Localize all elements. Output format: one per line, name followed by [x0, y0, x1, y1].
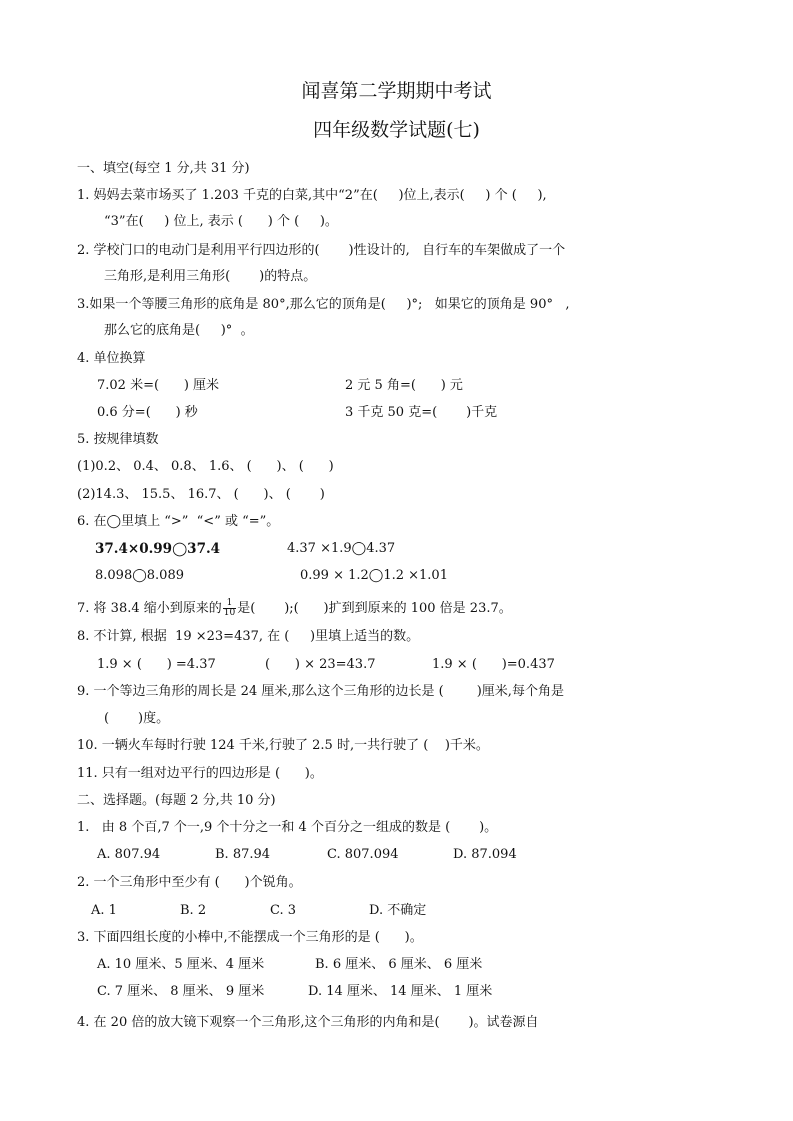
mc-q1-option-d: D. 87.094: [453, 847, 517, 862]
q4-title: 4. 单位换算: [77, 351, 146, 366]
mc-q3-option-b: B. 6 厘米、 6 厘米、 6 厘米: [315, 957, 483, 972]
q8-item-a: 1.9 × ( ) =4.37: [97, 657, 216, 672]
mc-q2: 2. 一个三角形中至少有 ( )个锐角。: [77, 875, 302, 890]
q9-line2: ( )度。: [104, 711, 170, 726]
q8-title: 8. 不计算, 根据 19 ×23=437, 在 ( )里填上适当的数。: [77, 629, 420, 644]
q7-line: [77, 599, 512, 618]
q7-fraction-denominator: 10: [223, 608, 236, 618]
q7-text-post: 是( );( )扩到到原来的 100 倍是 23.7。: [237, 601, 512, 616]
mc-q1-option-c: C. 807.094: [327, 847, 399, 862]
q10-line: 10. 一辆火车每时行驶 124 千米,行驶了 2.5 时,一共行驶了 ( )千米。: [77, 738, 489, 753]
q2-line1: 2. 学校门口的电动门是利用平行四边形的( )性设计的, 自行车的车架做成了一个: [77, 243, 566, 258]
mc-q4: 4. 在 20 倍的放大镜下观察一个三角形,这个三角形的内角和是( )。试卷源自: [77, 1015, 539, 1030]
mc-q3-option-a: A. 10 厘米、5 厘米、4 厘米: [97, 957, 265, 972]
q1-line2: “3”在( ) 位上, 表示 ( ) 个 ( )。: [104, 214, 338, 229]
exam-subtitle: 四年级数学试题(七): [313, 119, 480, 141]
section1-heading: 一、填空(每空 1 分,共 31 分): [77, 161, 250, 176]
q4-item-d: 3 千克 50 克=( )千克: [345, 405, 498, 420]
q4-item-b: 2 元 5 角=( ) 元: [345, 378, 463, 393]
q5-title: 5. 按规律填数: [77, 432, 159, 447]
q8-item-b: ( ) × 23=43.7: [265, 657, 376, 672]
q2-line2: 三角形,是利用三角形( )的特点。: [104, 269, 317, 284]
q6-item-b: 4.37 ×1.9◯4.37: [287, 541, 396, 556]
mc-q2-option-a: A. 1: [91, 903, 117, 918]
q6-item-c: 8.098◯8.089: [95, 568, 184, 583]
q4-item-c: 0.6 分=( ) 秒: [97, 405, 198, 420]
q9-line1: 9. 一个等边三角形的周长是 24 厘米,那么这个三角形的边长是 ( )厘米,每个角是: [77, 684, 564, 699]
q6-item-d: 0.99 × 1.2◯1.2 ×1.01: [300, 568, 448, 583]
q1-line1: 1. 妈妈去菜市场买了 1.203 千克的白菜,其中“2”在( )位上,表示( ) 个 ( ),: [77, 188, 547, 203]
q11-line: 11. 只有一组对边平行的四边形是 ( )。: [77, 766, 323, 781]
q5-item-1: (1)0.2、 0.4、 0.8、 1.6、 ( )、 ( ): [77, 459, 334, 474]
mc-q3-option-d: D. 14 厘米、 14 厘米、 1 厘米: [308, 984, 493, 999]
mc-q1-option-a: A. 807.94: [97, 847, 161, 862]
mc-q2-option-c: C. 3: [270, 903, 297, 918]
mc-q3-option-c: C. 7 厘米、 8 厘米、 9 厘米: [97, 984, 265, 999]
q7-fraction-numerator: 1: [223, 599, 236, 609]
q3-line1: 3.如果一个等腰三角形的底角是 80°,那么它的顶角是( )°; 如果它的顶角是 90° ,: [77, 297, 570, 312]
q5-item-2: (2)14.3、 15.5、 16.7、 ( )、 ( ): [77, 487, 325, 502]
mc-q1-option-b: B. 87.94: [215, 847, 271, 862]
q6-title: 6. 在◯里填上 “>” “<” 或 “=”。: [77, 514, 280, 529]
mc-q3: 3. 下面四组长度的小棒中,不能摆成一个三角形的是 ( )。: [77, 930, 423, 945]
q8-item-c: 1.9 × ( )=0.437: [432, 657, 555, 672]
section2-heading: 二、选择题。(每题 2 分,共 10 分): [77, 793, 276, 808]
q7-fraction: [223, 599, 236, 618]
q7-text-pre: 7. 将 38.4 缩小到原来的: [77, 601, 222, 616]
mc-q2-option-d: D. 不确定: [369, 903, 427, 918]
q3-line2: 那么它的底角是( )° 。: [104, 323, 254, 338]
q6-item-a: 37.4×0.99◯37.4: [95, 541, 221, 557]
exam-title: 闻喜第二学期期中考试: [301, 80, 492, 102]
mc-q2-option-b: B. 2: [180, 903, 207, 918]
q4-item-a: 7.02 米=( ) 厘米: [97, 378, 220, 393]
mc-q1: 1. 由 8 个百,7 个一,9 个十分之一和 4 个百分之一组成的数是 ( )。: [77, 820, 498, 835]
